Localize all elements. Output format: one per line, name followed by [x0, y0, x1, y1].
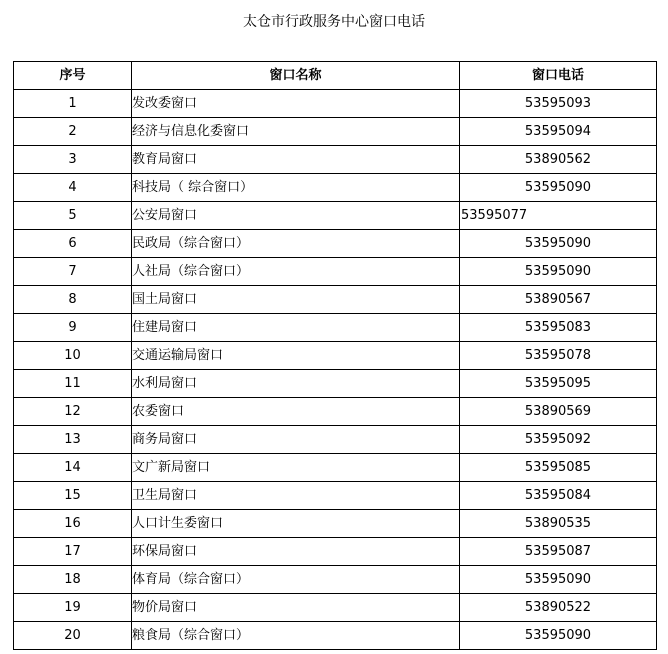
table-row: [14, 90, 657, 118]
row-seq: 17: [14, 538, 132, 566]
row-window-phone: 53595085: [460, 454, 657, 482]
row-seq: 1: [14, 90, 132, 118]
table-row: [14, 342, 657, 370]
table-row: [14, 426, 657, 454]
row-seq: 15: [14, 482, 132, 510]
row-window-phone: 53890569: [460, 398, 657, 426]
row-window-phone: 53595090: [460, 566, 657, 594]
row-window-name: 民政局（综合窗口）: [132, 230, 460, 258]
row-seq: 5: [14, 202, 132, 230]
row-seq: 20: [14, 622, 132, 650]
row-window-phone: 53595078: [460, 342, 657, 370]
row-window-name: 科技局（ 综合窗口）: [132, 174, 460, 202]
row-seq: 13: [14, 426, 132, 454]
row-window-name: 人口计生委窗口: [132, 510, 460, 538]
row-window-phone: 53595090: [460, 622, 657, 650]
row-window-phone: 53595090: [460, 174, 657, 202]
row-window-name: 国土局窗口: [132, 286, 460, 314]
row-seq: 3: [14, 146, 132, 174]
row-seq: 8: [14, 286, 132, 314]
table-row: [14, 454, 657, 482]
row-window-phone: 53595095: [460, 370, 657, 398]
row-seq: 12: [14, 398, 132, 426]
table-row: [14, 370, 657, 398]
row-window-name: 物价局窗口: [132, 594, 460, 622]
table-row: [14, 538, 657, 566]
table-row: [14, 286, 657, 314]
row-window-phone: 53595087: [460, 538, 657, 566]
row-window-name: 粮食局（综合窗口）: [132, 622, 460, 650]
row-window-phone: 53595093: [460, 90, 657, 118]
header-window-name: 窗口名称: [132, 62, 460, 90]
row-window-name: 住建局窗口: [132, 314, 460, 342]
table-row: [14, 566, 657, 594]
table-row: [14, 594, 657, 622]
table-row: [14, 314, 657, 342]
table-row: [14, 230, 657, 258]
row-window-name: 环保局窗口: [132, 538, 460, 566]
row-window-name: 卫生局窗口: [132, 482, 460, 510]
row-window-phone: 53595084: [460, 482, 657, 510]
row-seq: 9: [14, 314, 132, 342]
row-window-name: 农委窗口: [132, 398, 460, 426]
row-window-name: 公安局窗口: [132, 202, 460, 230]
table-row: [14, 510, 657, 538]
row-window-phone: 53595090: [460, 230, 657, 258]
row-window-phone: 53595094: [460, 118, 657, 146]
row-window-name: 经济与信息化委窗口: [132, 118, 460, 146]
table-row: [14, 398, 657, 426]
row-seq: 10: [14, 342, 132, 370]
header-window-phone: 窗口电话: [460, 62, 657, 90]
row-window-phone: 53890567: [460, 286, 657, 314]
row-window-name: 发改委窗口: [132, 90, 460, 118]
table-row: [14, 202, 657, 230]
row-seq: 16: [14, 510, 132, 538]
row-window-phone: 53595090: [460, 258, 657, 286]
row-window-phone: 53595077: [460, 202, 657, 230]
row-window-phone: 53890562: [460, 146, 657, 174]
table-row: [14, 174, 657, 202]
table-header: [14, 62, 657, 90]
row-window-name: 教育局窗口: [132, 146, 460, 174]
table-row: [14, 482, 657, 510]
row-window-name: 体育局（综合窗口）: [132, 566, 460, 594]
row-seq: 18: [14, 566, 132, 594]
row-seq: 19: [14, 594, 132, 622]
row-seq: 2: [14, 118, 132, 146]
row-seq: 14: [14, 454, 132, 482]
row-seq: 6: [14, 230, 132, 258]
row-window-name: 人社局（综合窗口）: [132, 258, 460, 286]
row-window-phone: 53890535: [460, 510, 657, 538]
row-window-phone: 53595083: [460, 314, 657, 342]
row-seq: 4: [14, 174, 132, 202]
table-row: [14, 258, 657, 286]
row-seq: 7: [14, 258, 132, 286]
table-row: [14, 622, 657, 650]
page-title: 太仓市行政服务中心窗口电话: [243, 14, 425, 30]
row-window-phone: 53890522: [460, 594, 657, 622]
row-window-name: 交通运输局窗口: [132, 342, 460, 370]
row-window-name: 文广新局窗口: [132, 454, 460, 482]
row-seq: 11: [14, 370, 132, 398]
table-row: [14, 118, 657, 146]
window-phone-table: [13, 61, 657, 650]
header-row: [14, 62, 657, 90]
table-row: [14, 146, 657, 174]
row-window-name: 商务局窗口: [132, 426, 460, 454]
header-seq: 序号: [14, 62, 132, 90]
row-window-name: 水利局窗口: [132, 370, 460, 398]
row-window-phone: 53595092: [460, 426, 657, 454]
table-body: [14, 90, 657, 650]
